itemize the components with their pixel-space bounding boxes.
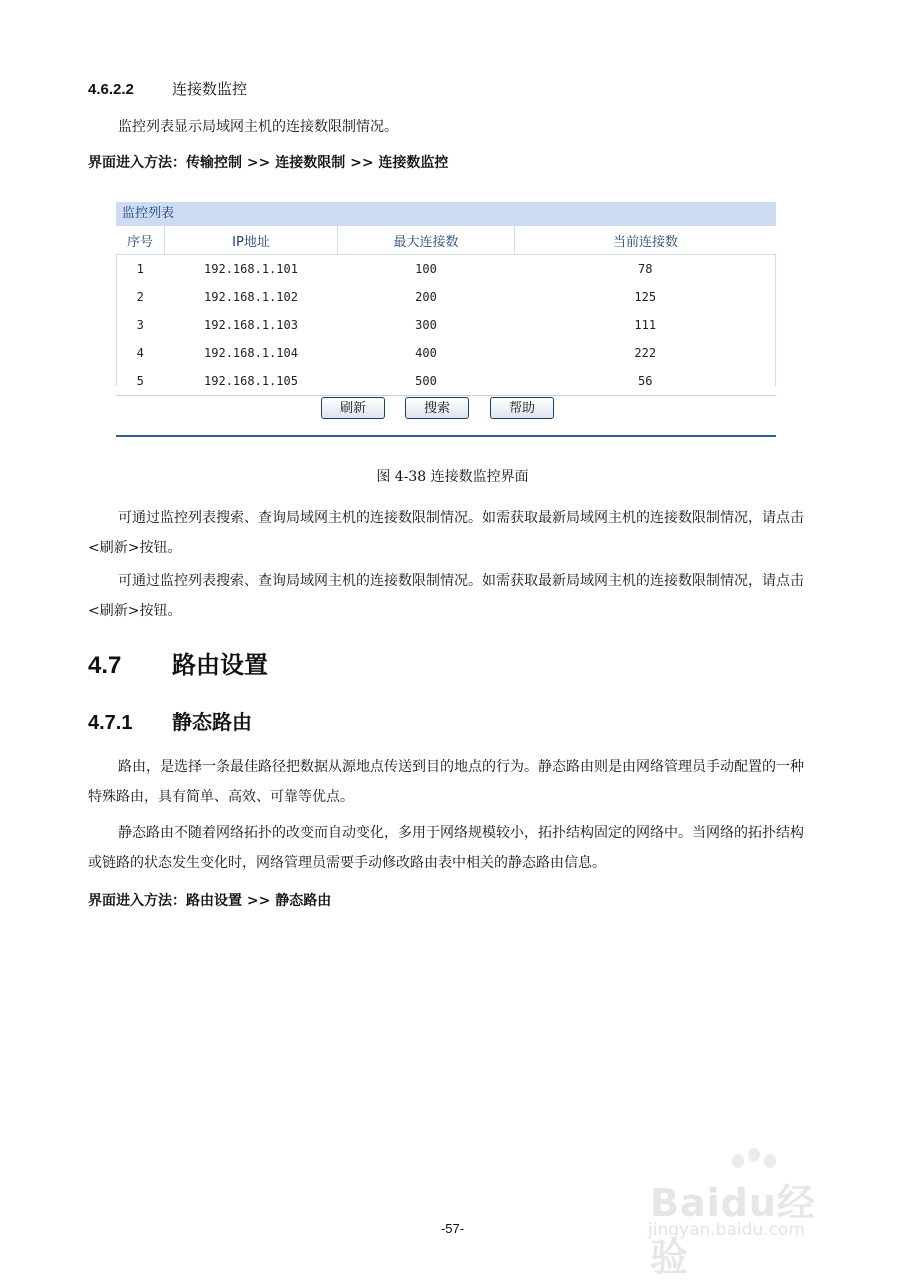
section-number: 4.7.1 [88,712,133,734]
figure-divider [116,435,776,437]
cell-current: 222 [634,346,657,360]
figure-caption: 图 4-38 连接数监控界面 [376,469,529,485]
watermark-url: jingyan.baidu.com [648,1220,805,1240]
cell-current: 125 [634,290,657,304]
table-row [116,283,776,311]
cell-max: 200 [415,290,437,304]
cell-current: 111 [634,318,657,332]
cell-index: 3 [136,318,144,332]
paw-icon [732,1154,744,1168]
col-header-ip: IP地址 [165,226,338,255]
col-header-current: 当前连接数 [515,226,777,255]
cell-index: 5 [116,367,165,396]
cell-current: 56 [515,367,777,396]
button-bar [116,386,776,430]
cell-index: 2 [136,290,144,304]
watermark-logo: Baidu经验 [650,1181,816,1280]
table-header-row [116,226,776,255]
section-number: 4.7 [88,652,122,679]
cell-ip: 192.168.1.101 [204,262,298,276]
cell-max: 400 [415,346,437,360]
panel-title: 监控列表 [116,202,776,226]
table-row [116,339,776,367]
section-title: 路由设置 [172,650,268,679]
refresh-button[interactable]: 刷新 [321,397,385,419]
cell-max: 500 [338,367,515,396]
navigation-path-2: 界面进入方法：路由设置 >> 静态路由 [88,893,332,909]
paragraph-4: 静态路由不随着网络拓扑的改变而自动变化，多用于网络规模较小，拓扑结构固定的网络中。当网络的拓扑结构或链路的状态发生变化时，网络管理员需要手动修改路由表中相关的静态路由信息。 [88,825,804,871]
navigation-path: 界面进入方法：传输控制 >> 连接数限制 >> 连接数监控 [88,155,449,171]
connection-monitor-figure [116,202,776,440]
section-title: 静态路由 [172,710,252,734]
cell-index: 4 [136,346,144,360]
section-title: 连接数监控 [172,80,248,98]
cell-ip: 192.168.1.104 [204,346,298,360]
paw-icon [748,1148,760,1162]
paragraph-1: 可通过监控列表搜索、查询局域网主机的连接数限制情况。如需获取最新局域网主机的连接数限制情况，请点击<刷新>按钮。 [88,510,804,556]
section-heading-471 [88,706,252,735]
search-button[interactable]: 搜索 [405,397,469,419]
section-heading-47 [88,645,268,680]
table-row [116,255,776,284]
paragraph-3: 路由，是选择一条最佳路径把数据从源地点传送到目的地点的行为。静态路由则是由网络管理员手动配置的一种特殊路由，具有简单、高效、可靠等优点。 [88,759,804,805]
help-button[interactable]: 帮助 [490,397,554,419]
cell-ip: 192.168.1.103 [204,318,298,332]
cell-max: 300 [415,318,437,332]
section-heading-4622 [88,78,247,99]
monitor-table [116,226,776,396]
intro-paragraph: 监控列表显示局域网主机的连接数限制情况。 [118,119,398,135]
col-header-index: 序号 [116,226,165,255]
section-number: 4.6.2.2 [88,81,134,98]
cell-max: 100 [415,262,437,276]
paragraph-2: 可通过监控列表搜索、查询局域网主机的连接数限制情况。如需获取最新局域网主机的连接数限制情况，请点击<刷新>按钮。 [88,573,804,619]
cell-index: 1 [136,262,144,276]
cell-ip: 192.168.1.105 [165,367,338,396]
col-header-max: 最大连接数 [338,226,515,255]
page-number: -57- [440,1221,465,1236]
cell-ip: 192.168.1.102 [204,290,298,304]
table-row [116,311,776,339]
cell-current: 78 [638,262,653,276]
paw-icon [764,1154,776,1168]
